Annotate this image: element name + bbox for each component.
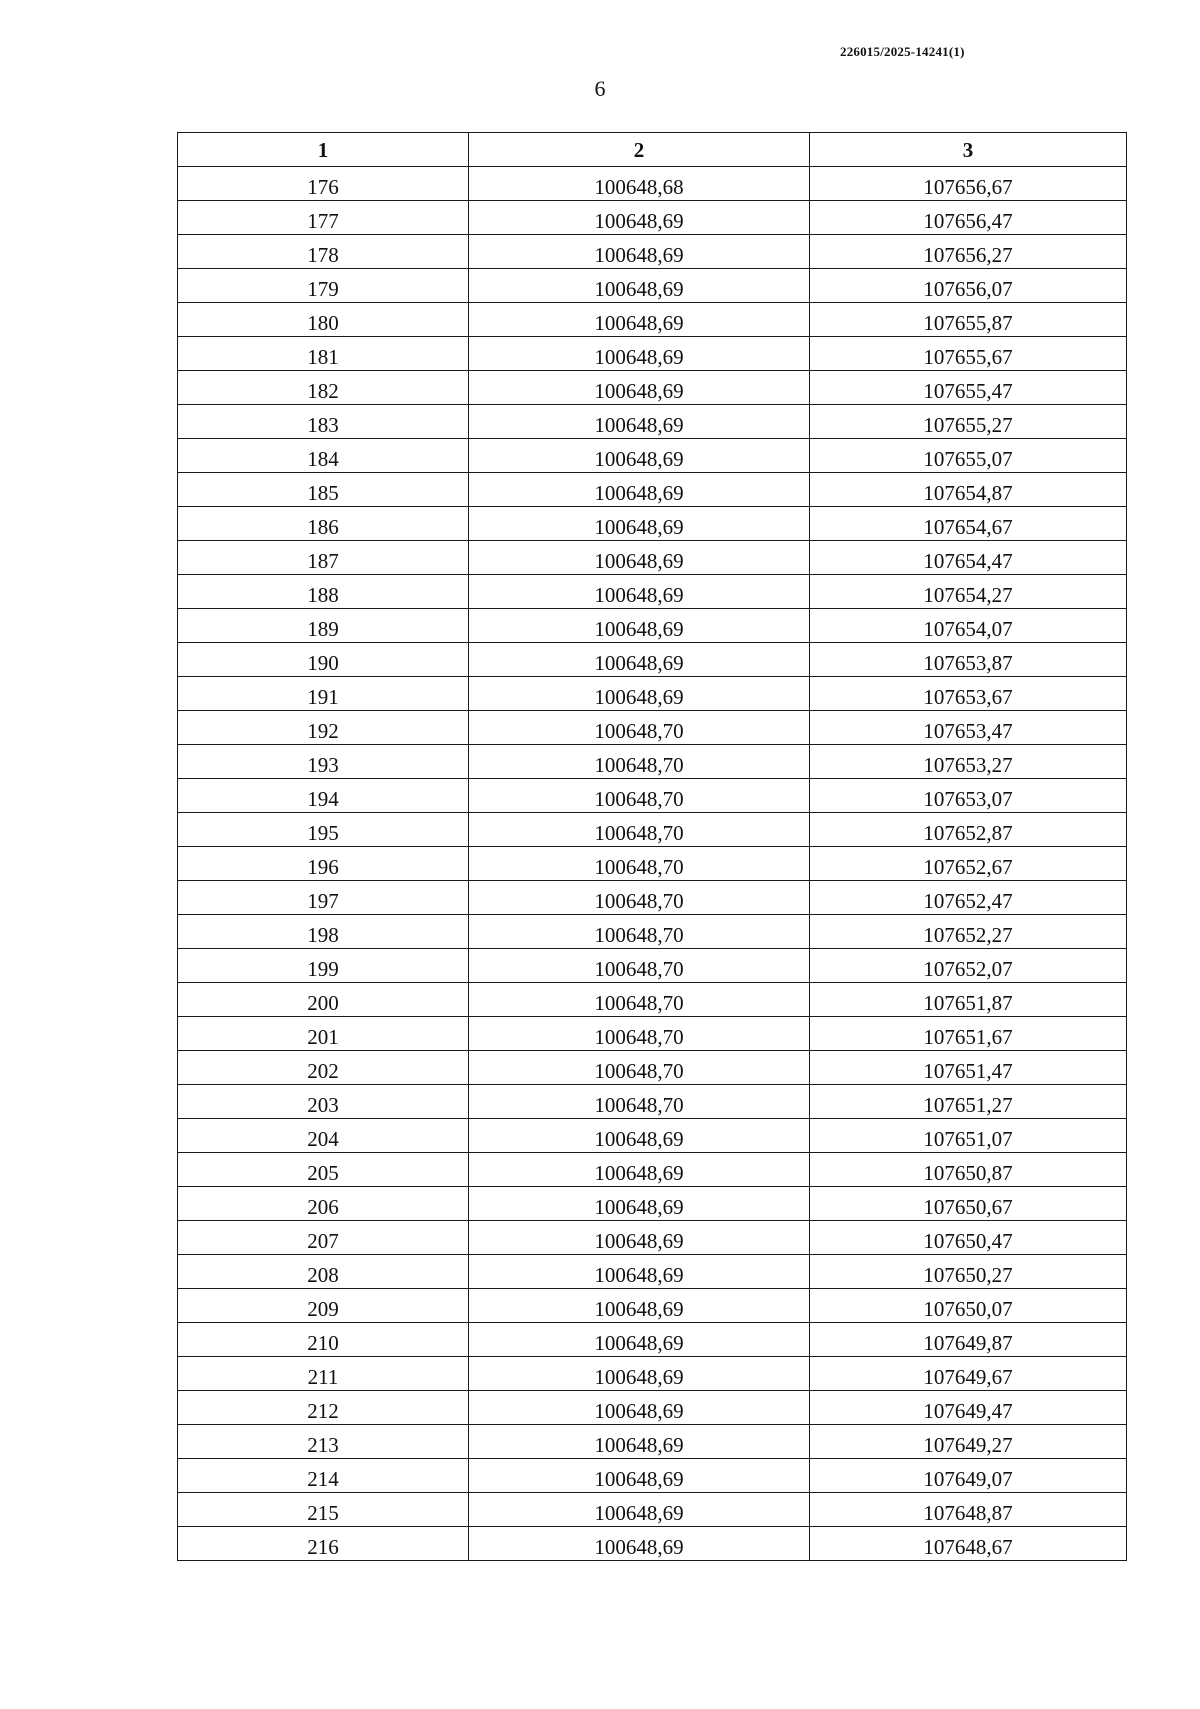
column-header-1: 1 bbox=[178, 133, 469, 167]
table-row bbox=[178, 167, 1127, 201]
x-coordinate-cell: 100648,69 bbox=[469, 439, 810, 473]
x-coordinate-cell: 100648,70 bbox=[469, 1017, 810, 1051]
table-row bbox=[178, 303, 1127, 337]
x-coordinate-cell: 100648,69 bbox=[469, 235, 810, 269]
point-number-cell: 186 bbox=[178, 507, 469, 541]
table-row bbox=[178, 405, 1127, 439]
table-row bbox=[178, 575, 1127, 609]
x-coordinate-cell: 100648,70 bbox=[469, 983, 810, 1017]
x-coordinate-cell: 100648,70 bbox=[469, 847, 810, 881]
table-row bbox=[178, 1187, 1127, 1221]
table-row bbox=[178, 847, 1127, 881]
y-coordinate-cell: 107656,07 bbox=[810, 269, 1127, 303]
point-number-cell: 210 bbox=[178, 1323, 469, 1357]
x-coordinate-cell: 100648,69 bbox=[469, 337, 810, 371]
y-coordinate-cell: 107648,67 bbox=[810, 1527, 1127, 1561]
table-row bbox=[178, 269, 1127, 303]
point-number-cell: 207 bbox=[178, 1221, 469, 1255]
table-row bbox=[178, 1051, 1127, 1085]
x-coordinate-cell: 100648,69 bbox=[469, 1323, 810, 1357]
x-coordinate-cell: 100648,70 bbox=[469, 915, 810, 949]
x-coordinate-cell: 100648,69 bbox=[469, 1255, 810, 1289]
y-coordinate-cell: 107652,27 bbox=[810, 915, 1127, 949]
y-coordinate-cell: 107655,87 bbox=[810, 303, 1127, 337]
point-number-cell: 204 bbox=[178, 1119, 469, 1153]
x-coordinate-cell: 100648,70 bbox=[469, 881, 810, 915]
point-number-cell: 181 bbox=[178, 337, 469, 371]
y-coordinate-cell: 107655,47 bbox=[810, 371, 1127, 405]
y-coordinate-cell: 107652,87 bbox=[810, 813, 1127, 847]
point-number-cell: 183 bbox=[178, 405, 469, 439]
table-row bbox=[178, 711, 1127, 745]
coordinates-table bbox=[177, 132, 1127, 1561]
table-row bbox=[178, 1153, 1127, 1187]
table-row bbox=[178, 1221, 1127, 1255]
x-coordinate-cell: 100648,69 bbox=[469, 1119, 810, 1153]
point-number-cell: 185 bbox=[178, 473, 469, 507]
x-coordinate-cell: 100648,70 bbox=[469, 1085, 810, 1119]
y-coordinate-cell: 107649,87 bbox=[810, 1323, 1127, 1357]
x-coordinate-cell: 100648,69 bbox=[469, 643, 810, 677]
point-number-cell: 215 bbox=[178, 1493, 469, 1527]
point-number-cell: 178 bbox=[178, 235, 469, 269]
point-number-cell: 203 bbox=[178, 1085, 469, 1119]
y-coordinate-cell: 107656,27 bbox=[810, 235, 1127, 269]
x-coordinate-cell: 100648,69 bbox=[469, 1459, 810, 1493]
point-number-cell: 193 bbox=[178, 745, 469, 779]
table-row bbox=[178, 439, 1127, 473]
point-number-cell: 191 bbox=[178, 677, 469, 711]
y-coordinate-cell: 107650,07 bbox=[810, 1289, 1127, 1323]
table-header bbox=[178, 133, 1127, 167]
point-number-cell: 187 bbox=[178, 541, 469, 575]
x-coordinate-cell: 100648,69 bbox=[469, 371, 810, 405]
y-coordinate-cell: 107649,27 bbox=[810, 1425, 1127, 1459]
y-coordinate-cell: 107654,27 bbox=[810, 575, 1127, 609]
y-coordinate-cell: 107652,67 bbox=[810, 847, 1127, 881]
x-coordinate-cell: 100648,69 bbox=[469, 303, 810, 337]
page-number: 6 bbox=[594, 76, 606, 101]
table-row bbox=[178, 507, 1127, 541]
x-coordinate-cell: 100648,69 bbox=[469, 1153, 810, 1187]
y-coordinate-cell: 107650,87 bbox=[810, 1153, 1127, 1187]
x-coordinate-cell: 100648,68 bbox=[469, 167, 810, 201]
x-coordinate-cell: 100648,69 bbox=[469, 1391, 810, 1425]
y-coordinate-cell: 107651,07 bbox=[810, 1119, 1127, 1153]
point-number-cell: 176 bbox=[178, 167, 469, 201]
x-coordinate-cell: 100648,70 bbox=[469, 711, 810, 745]
point-number-cell: 202 bbox=[178, 1051, 469, 1085]
y-coordinate-cell: 107655,27 bbox=[810, 405, 1127, 439]
point-number-cell: 177 bbox=[178, 201, 469, 235]
y-coordinate-cell: 107649,67 bbox=[810, 1357, 1127, 1391]
x-coordinate-cell: 100648,70 bbox=[469, 949, 810, 983]
y-coordinate-cell: 107650,27 bbox=[810, 1255, 1127, 1289]
y-coordinate-cell: 107652,47 bbox=[810, 881, 1127, 915]
y-coordinate-cell: 107656,67 bbox=[810, 167, 1127, 201]
x-coordinate-cell: 100648,70 bbox=[469, 745, 810, 779]
x-coordinate-cell: 100648,69 bbox=[469, 541, 810, 575]
point-number-cell: 198 bbox=[178, 915, 469, 949]
y-coordinate-cell: 107655,67 bbox=[810, 337, 1127, 371]
table-row bbox=[178, 609, 1127, 643]
table-row bbox=[178, 1357, 1127, 1391]
point-number-cell: 195 bbox=[178, 813, 469, 847]
x-coordinate-cell: 100648,69 bbox=[469, 507, 810, 541]
point-number-cell: 200 bbox=[178, 983, 469, 1017]
y-coordinate-cell: 107655,07 bbox=[810, 439, 1127, 473]
table-row bbox=[178, 745, 1127, 779]
column-header-2: 2 bbox=[469, 133, 810, 167]
x-coordinate-cell: 100648,69 bbox=[469, 1425, 810, 1459]
table-row bbox=[178, 915, 1127, 949]
y-coordinate-cell: 107651,27 bbox=[810, 1085, 1127, 1119]
x-coordinate-cell: 100648,69 bbox=[469, 609, 810, 643]
point-number-cell: 214 bbox=[178, 1459, 469, 1493]
point-number-cell: 194 bbox=[178, 779, 469, 813]
table-row bbox=[178, 813, 1127, 847]
x-coordinate-cell: 100648,69 bbox=[469, 1493, 810, 1527]
point-number-cell: 212 bbox=[178, 1391, 469, 1425]
y-coordinate-cell: 107650,47 bbox=[810, 1221, 1127, 1255]
table-row bbox=[178, 473, 1127, 507]
table-row bbox=[178, 1323, 1127, 1357]
y-coordinate-cell: 107652,07 bbox=[810, 949, 1127, 983]
point-number-cell: 180 bbox=[178, 303, 469, 337]
header-row bbox=[178, 133, 1127, 167]
x-coordinate-cell: 100648,70 bbox=[469, 813, 810, 847]
table-row bbox=[178, 337, 1127, 371]
x-coordinate-cell: 100648,69 bbox=[469, 677, 810, 711]
y-coordinate-cell: 107648,87 bbox=[810, 1493, 1127, 1527]
table-row bbox=[178, 1459, 1127, 1493]
table-body bbox=[178, 167, 1127, 1561]
x-coordinate-cell: 100648,69 bbox=[469, 575, 810, 609]
document-id: 226015/2025-14241(1) bbox=[840, 44, 965, 59]
table-row bbox=[178, 1119, 1127, 1153]
y-coordinate-cell: 107651,87 bbox=[810, 983, 1127, 1017]
table-row bbox=[178, 1255, 1127, 1289]
point-number-cell: 206 bbox=[178, 1187, 469, 1221]
point-number-cell: 208 bbox=[178, 1255, 469, 1289]
point-number-cell: 209 bbox=[178, 1289, 469, 1323]
table-row bbox=[178, 677, 1127, 711]
x-coordinate-cell: 100648,69 bbox=[469, 473, 810, 507]
point-number-cell: 213 bbox=[178, 1425, 469, 1459]
x-coordinate-cell: 100648,70 bbox=[469, 779, 810, 813]
point-number-cell: 184 bbox=[178, 439, 469, 473]
table-row bbox=[178, 983, 1127, 1017]
point-number-cell: 190 bbox=[178, 643, 469, 677]
y-coordinate-cell: 107653,67 bbox=[810, 677, 1127, 711]
table-row bbox=[178, 1085, 1127, 1119]
y-coordinate-cell: 107654,87 bbox=[810, 473, 1127, 507]
table-row bbox=[178, 1017, 1127, 1051]
table-row bbox=[178, 1425, 1127, 1459]
x-coordinate-cell: 100648,69 bbox=[469, 1289, 810, 1323]
y-coordinate-cell: 107649,07 bbox=[810, 1459, 1127, 1493]
point-number-cell: 179 bbox=[178, 269, 469, 303]
y-coordinate-cell: 107653,87 bbox=[810, 643, 1127, 677]
point-number-cell: 197 bbox=[178, 881, 469, 915]
x-coordinate-cell: 100648,69 bbox=[469, 269, 810, 303]
table-row bbox=[178, 201, 1127, 235]
y-coordinate-cell: 107653,07 bbox=[810, 779, 1127, 813]
x-coordinate-cell: 100648,69 bbox=[469, 1187, 810, 1221]
point-number-cell: 182 bbox=[178, 371, 469, 405]
y-coordinate-cell: 107649,47 bbox=[810, 1391, 1127, 1425]
y-coordinate-cell: 107653,27 bbox=[810, 745, 1127, 779]
y-coordinate-cell: 107654,67 bbox=[810, 507, 1127, 541]
table-row bbox=[178, 1493, 1127, 1527]
point-number-cell: 192 bbox=[178, 711, 469, 745]
table-row bbox=[178, 235, 1127, 269]
table-row bbox=[178, 371, 1127, 405]
point-number-cell: 216 bbox=[178, 1527, 469, 1561]
x-coordinate-cell: 100648,69 bbox=[469, 405, 810, 439]
point-number-cell: 201 bbox=[178, 1017, 469, 1051]
point-number-cell: 205 bbox=[178, 1153, 469, 1187]
y-coordinate-cell: 107654,07 bbox=[810, 609, 1127, 643]
point-number-cell: 189 bbox=[178, 609, 469, 643]
x-coordinate-cell: 100648,69 bbox=[469, 201, 810, 235]
x-coordinate-cell: 100648,69 bbox=[469, 1527, 810, 1561]
table-row bbox=[178, 1289, 1127, 1323]
table-row bbox=[178, 541, 1127, 575]
point-number-cell: 199 bbox=[178, 949, 469, 983]
table-row bbox=[178, 881, 1127, 915]
y-coordinate-cell: 107651,47 bbox=[810, 1051, 1127, 1085]
table-row bbox=[178, 643, 1127, 677]
table-row bbox=[178, 779, 1127, 813]
table-row bbox=[178, 1527, 1127, 1561]
y-coordinate-cell: 107656,47 bbox=[810, 201, 1127, 235]
point-number-cell: 196 bbox=[178, 847, 469, 881]
y-coordinate-cell: 107654,47 bbox=[810, 541, 1127, 575]
point-number-cell: 211 bbox=[178, 1357, 469, 1391]
column-header-3: 3 bbox=[810, 133, 1127, 167]
y-coordinate-cell: 107653,47 bbox=[810, 711, 1127, 745]
x-coordinate-cell: 100648,69 bbox=[469, 1221, 810, 1255]
x-coordinate-cell: 100648,70 bbox=[469, 1051, 810, 1085]
y-coordinate-cell: 107651,67 bbox=[810, 1017, 1127, 1051]
point-number-cell: 188 bbox=[178, 575, 469, 609]
y-coordinate-cell: 107650,67 bbox=[810, 1187, 1127, 1221]
x-coordinate-cell: 100648,69 bbox=[469, 1357, 810, 1391]
table-row bbox=[178, 1391, 1127, 1425]
table-row bbox=[178, 949, 1127, 983]
